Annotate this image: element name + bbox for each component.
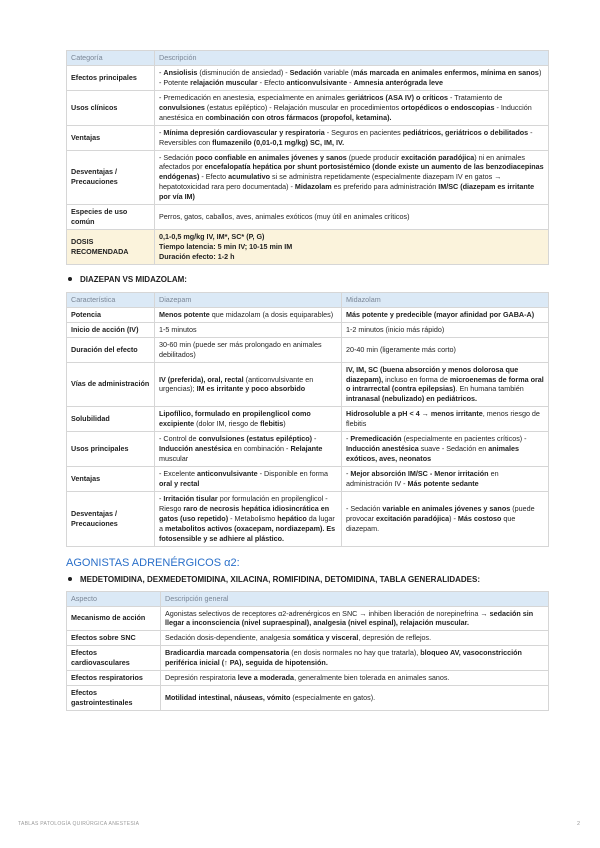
table-row (67, 671, 549, 686)
row-label: Efectos sobre SNC (67, 631, 161, 646)
header-aspecto: Aspecto (67, 591, 161, 606)
row-label: Usos clínicos (67, 90, 155, 125)
table-row (67, 230, 549, 265)
table-header-row (67, 292, 549, 307)
table-row (67, 125, 549, 150)
midazolam-cell: Más potente y predecible (mayor afinidad por GABA-A) (342, 307, 549, 322)
table-row (67, 606, 549, 631)
table-row (67, 646, 549, 671)
row-label: Efectos gastrointestinales (67, 686, 161, 711)
table-row (67, 432, 549, 467)
table-row (67, 407, 549, 432)
row-description: Motilidad intestinal, náuseas, vómito (especialmente en gatos). (161, 686, 549, 711)
diazepam-cell: - Irritación tisular por formulación en propilenglicol - Riesgo raro de necrosis hepática idiosincrática en gatos (uso repetido) - Metabolismo hepático da lugar a metabolitos activos (oxacepam, nordiazepam). Es fotosensible y se adhiere al plástico. (155, 491, 342, 546)
table-row (67, 65, 549, 90)
midazolam-cell: - Mejor absorción IM/SC - Menor irritación en administración IV - Más potente sedante (342, 467, 549, 492)
row-label: Usos principales (67, 432, 155, 467)
row-label: Ventajas (67, 125, 155, 150)
diazepam-midazolam-table (66, 292, 549, 547)
table-row (67, 631, 549, 646)
row-label: Efectos cardiovasculares (67, 646, 161, 671)
row-label: Efectos principales (67, 65, 155, 90)
midazolam-cell: 1-2 minutos (inicio más rápido) (342, 322, 549, 337)
table-row (67, 205, 549, 230)
page-content (66, 50, 549, 711)
row-label: Potencia (67, 307, 155, 322)
bullet-diazepam-vs-midazolam (66, 275, 549, 284)
page-number: 2 (577, 821, 581, 827)
midazolam-cell: - Sedación variable en animales jóvenes y sanos (puede provocar excitación paradójica) - Más costoso que diazepam. (342, 491, 549, 546)
table-row (67, 467, 549, 492)
row-label: DOSIS RECOMENDADA (67, 230, 155, 265)
table-row (67, 362, 549, 407)
row-label: Efectos respiratorios (67, 671, 161, 686)
row-label: Mecanismo de acción (67, 606, 161, 631)
header-midazolam: Midazolam (342, 292, 549, 307)
row-label: Solubilidad (67, 407, 155, 432)
row-label: Ventajas (67, 467, 155, 492)
page-footer: TABLAS PATOLOGÍA QUIRÚRGICA ANESTESIA (18, 821, 140, 827)
row-description: - Sedación poco confiable en animales jóvenes y sanos (puede producir excitación paradójica) ni en animales afectados por encefalopatía hepática por shunt portosistémico (donde existe un aumento de las benzodiacepinas endógenas) - Efecto acumulativo si se administra repetidamente (especialmente diazepam IV en gatos → hepatotoxicidad rara pero documentada) - Midazolam es preferido para administración IM/SC (diazepam es irritante por vía IM) (155, 150, 549, 205)
header-descripcion: Descripción (155, 51, 549, 66)
table-row (67, 307, 549, 322)
bullet-text: MEDETOMIDINA, DEXMEDETOMIDINA, XILACINA, ROMIFIDINA, DETOMIDINA, TABLA GENERALIDADES: (80, 574, 481, 584)
diazepam-cell: Menos potente que midazolam (a dosis equiparables) (155, 307, 342, 322)
diazepam-cell: - Excelente anticonvulsivante - Disponible en forma oral y rectal (155, 467, 342, 492)
header-caracteristica: Característica (67, 292, 155, 307)
row-label: Duración del efecto (67, 337, 155, 362)
row-description: Sedación dosis-dependiente, analgesia somática y visceral, depresión de reflejos. (161, 631, 549, 646)
table-header-row (67, 51, 549, 66)
row-description: Bradicardia marcada compensatoria (en dosis normales no hay que tratarla), bloqueo AV, vasoconstricción periférica inicial (↑ PA), seguida de hipotensión. (161, 646, 549, 671)
table-row (67, 90, 549, 125)
bullet-text: DIAZEPAN VS MIDAZOLAM: (80, 274, 187, 284)
row-label: Desventajas / Precauciones (67, 491, 155, 546)
row-label: Vías de administración (67, 362, 155, 407)
table-row (67, 150, 549, 205)
row-description: Perros, gatos, caballos, aves, animales exóticos (muy útil en animales críticos) (155, 205, 549, 230)
table-header-row (67, 591, 549, 606)
midazolam-cell: 20-40 min (ligeramente más corto) (342, 337, 549, 362)
row-description: - Ansiolisis (disminución de ansiedad) - Sedación variable (más marcada en animales enfermos, mínima en sanos) - Potente relajación muscular - Efecto anticonvulsivante - Amnesia anterógrada leve (155, 65, 549, 90)
table-row (67, 322, 549, 337)
row-description: - Mínima depresión cardiovascular y respiratoria - Seguros en pacientes pediátricos, geriátricos o debilitados - Reversibles con flumazenilo (0,01-0,1 mg/kg) SC, IM, IV. (155, 125, 549, 150)
section-title-alpha2: AGONISTAS ADRENÉRGICOS α2: (66, 556, 240, 569)
diazepam-cell: IV (preferida), oral, rectal (anticonvulsivante en urgencias); IM es irritante y poco absorbido (155, 362, 342, 407)
table-row (67, 337, 549, 362)
row-description: 0,1-0,5 mg/kg IV, IM*, SC* (P, G) Tiempo latencia: 5 min IV; 10-15 min IM Duración efecto: 1-2 h (155, 230, 549, 265)
midazolam-cell: IV, IM, SC (buena absorción y menos dolorosa que diazepam), incluso en forma de microenemas de forma oral o intrarrectal (contra epilepsias). En humana también intranasal (nebulizado) en pediátricos. (342, 362, 549, 407)
table-row (67, 491, 549, 546)
benzodiazepine-table (66, 50, 549, 265)
alpha2-table (66, 591, 549, 711)
row-description: Depresión respiratoria leve a moderada, generalmente bien tolerada en animales sanos. (161, 671, 549, 686)
row-label: Especies de uso común (67, 205, 155, 230)
row-label: Inicio de acción (IV) (67, 322, 155, 337)
header-categoria: Categoría (67, 51, 155, 66)
midazolam-cell: Hidrosoluble a pH < 4 → menos irritante, menos riesgo de flebitis (342, 407, 549, 432)
header-diazepam: Diazepam (155, 292, 342, 307)
midazolam-cell: - Premedicación (especialmente en pacientes críticos) - Inducción anestésica suave - Sedación en animales exóticos, aves, neonatos (342, 432, 549, 467)
row-description: Agonistas selectivos de receptores α2-adrenérgicos en SNC → inhiben liberación de norepinefrina → sedación sin llegar a inconsciencia (nivel supraespinal), analgesia (nivel espinal), relajación muscular. (161, 606, 549, 631)
header-descripcion-general: Descripción general (161, 591, 549, 606)
diazepam-cell: 1-5 minutos (155, 322, 342, 337)
diazepam-cell: Lipofílico, formulado en propilenglicol como excipiente (dolor IM, riesgo de flebitis) (155, 407, 342, 432)
diazepam-cell: 30-60 min (puede ser más prolongado en animales debilitados) (155, 337, 342, 362)
row-description: - Premedicación en anestesia, especialmente en animales geriátricos (ASA IV) o críticos - Tratamiento de convulsiones (estatus epiléptico) - Relajación muscular en procedimientos ortopédicos o endoscopias - Inducción anestésica en combinación con otros fármacos (propofol, ketamina). (155, 90, 549, 125)
bullet-alpha2-list (66, 575, 549, 584)
diazepam-cell: - Control de convulsiones (estatus epiléptico) - Inducción anestésica en combinación - Relajante muscular (155, 432, 342, 467)
table-row (67, 686, 549, 711)
row-label: Desventajas / Precauciones (67, 150, 155, 205)
